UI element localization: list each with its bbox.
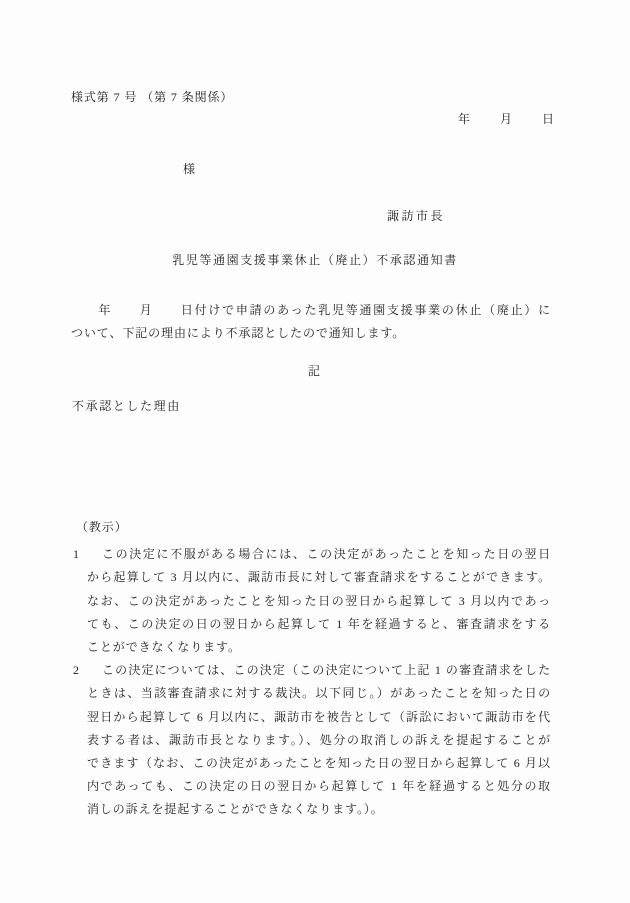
- instruction-line: この決定については、この決定（この決定について上記 1 の審査請求をした: [102, 663, 551, 678]
- instruction-line: から起算して 3 月以内に、諏訪市長に対して審査請求をすることができます。: [87, 570, 551, 585]
- date-line: 年 月 日: [457, 112, 556, 126]
- instruction-item-1: [71, 543, 551, 659]
- document-title: 乳児等通園支援事業休止（廃止）不承認通知書: [172, 253, 458, 267]
- instructions-label: （教示）: [76, 520, 128, 534]
- item-number: 1: [73, 547, 79, 562]
- item-number: 2: [73, 663, 79, 678]
- body-paragraph-line: 年 月 日付けで申請のあった乳児等通園支援事業の休止（廃止）に: [71, 303, 551, 317]
- body-paragraph: [71, 299, 551, 345]
- form-number-label: 様式第 7 号 （第 7 条関係）: [71, 90, 234, 104]
- instruction-line: 内であっても、この決定の日の翌日から起算して 1 年を経過すると処分の取: [87, 779, 551, 794]
- instruction-line: できます（なお、この決定があったことを知った日の翌日から起算して 6 月以: [87, 756, 551, 771]
- instruction-item-2: [71, 659, 551, 821]
- instruction-line: なお、この決定があったことを知った日の翌日から起算して 3 月以内であっ: [87, 593, 551, 608]
- instruction-line: ときは、当該審査請求に対する裁決。以下同じ。）があったことを知った日の: [87, 686, 551, 701]
- recipient-honorific: 様: [183, 162, 196, 176]
- instruction-line: ことができなくなります。: [87, 640, 241, 655]
- body-paragraph-line: ついて、下記の理由により不承認としたので通知します。: [71, 326, 406, 341]
- sender-title: 諏訪市長: [387, 209, 446, 223]
- instruction-line: 消しの訴えを提起することができなくなります。）。: [87, 802, 384, 817]
- instruction-line: この決定に不服がある場合には、この決定があったことを知った日の翌日: [102, 547, 551, 562]
- instructions-section: [71, 516, 551, 822]
- record-marker: 記: [307, 364, 322, 378]
- instruction-line: 表する者は、諏訪市長となります。）、処分の取消しの訴えを提起することが: [87, 732, 551, 747]
- reason-label: 不承認とした理由: [72, 399, 181, 413]
- instruction-line: ても、この決定の日の翌日から起算して 1 年を経過すると、審査請求をする: [87, 616, 551, 631]
- instruction-line: 翌日から起算して 6 月以内に、諏訪市を被告として（訴訟において諏訪市を代: [87, 709, 551, 724]
